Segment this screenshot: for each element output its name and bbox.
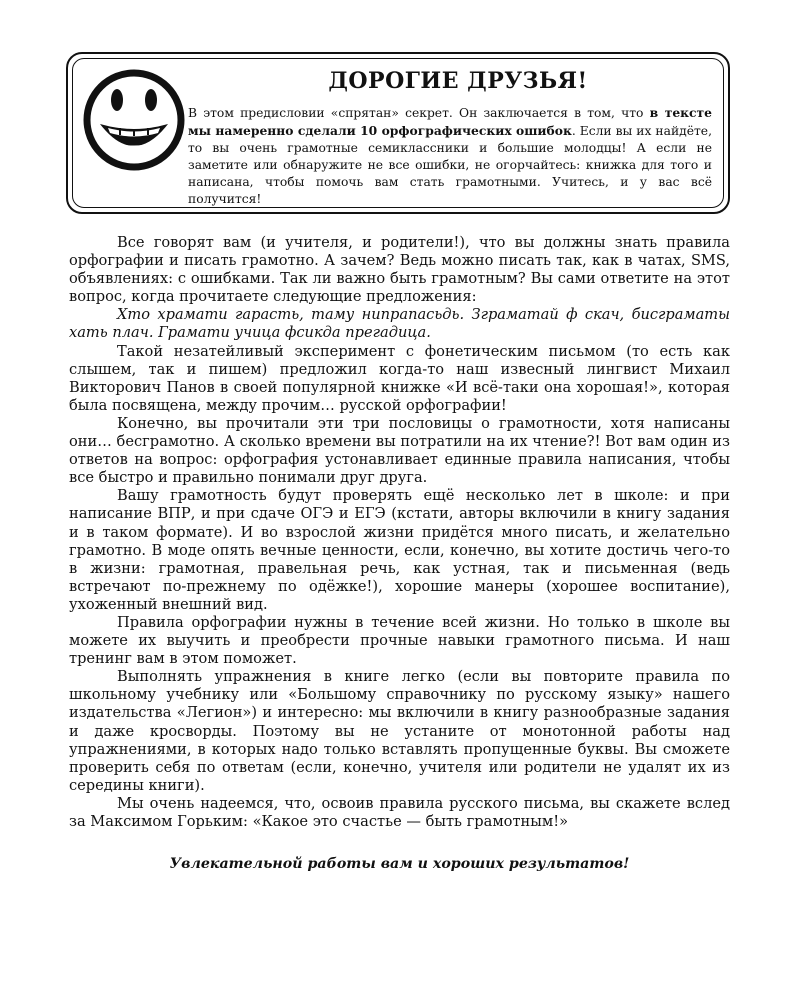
paragraph: Конечно, вы прочитали эти три пословицы о грамотности, хотя написаны они… бесграмотно. А сколько времени вы потратили на их чтение?! Вот вам один из ответов на вопрос: орфография устонавливает единные правила написания, чтобы все быстро и правильно понимали друг друга.	[69, 414, 730, 487]
closing-line: Увлекательной работы вам и хороших результатов!	[169, 856, 630, 872]
smiley-icon	[78, 64, 190, 176]
page-title: ДОРОГИЕ ДРУЗЬЯ!	[328, 68, 588, 94]
paragraph: Такой незатейливый эксперимент с фонетическим письмом (то есть как слышем, так и пишем) предложил когда-то наш извесный лингвист Михаил Викторович Панов в своей популярной книжке «И всё-таки она хорошая!», которая была посвящена, между прочим… русской орфографии!	[69, 342, 730, 414]
proverbs-quote: Хто храмати гарасть, таму нипрапасьдь. Зграматай ф скач, бисграматы хать плач. Грамати учица фсикда прегадица.	[69, 306, 730, 342]
intro-lead: В этом предисловии «спрятан» секрет. Он заключается в том, что	[188, 106, 650, 120]
paragraph: Вашу грамотность будут проверять ещё несколько лет в школе: и при написание ВПР, и при сдаче ОГЭ и ЕГЭ (кстати, авторы включили в книгу задания и в таком формате). И во взрослой жизни придётся много писать, и желательно грамотно. В моде опять вечные ценности, если, конечно, вы хотите достичь чего-то в жизни: грамотная, правельная речь, как устная, так и письменная (ведь встречают по-прежнему по одёжке!), хорошие манеры (хорошее воспитание), ухоженный внешний вид.	[69, 487, 730, 613]
intro-tail: . Если вы их найдёте, то вы очень грамотные семиклассники и большие молодцы! А если не заметите или обнаружите не все ошибки, не огорчайтесь: книжка для того и написана, чтобы помочь вам стать грамотными. Учитесь, и у вас всё получится!	[188, 124, 712, 206]
paragraph: Все говорят вам (и учителя, и родители!), что вы должны знать правила орфографии и писать грамотно. А зачем? Ведь можно писать так, как в чатах, SMS, объявлениях: с ошибками. Так ли важно быть грамотным? Вы сами ответите на этот вопрос, когда прочитаете следующие предложения:	[69, 234, 730, 306]
intro-bold: в тексте мы намеренно сделали 10 орфографических ошибок	[188, 105, 712, 138]
intro-text	[188, 104, 712, 208]
intro-box	[66, 52, 730, 214]
main-text	[69, 234, 730, 831]
paragraph: Выполнять упражнения в книге легко (если вы повторите правила по школьному учебнику или «Большому справочнику по русскому языку» нашего издательства «Легион») и интересно: мы включили в книгу разнообразные задания и даже кросворды. Поэтому вы не устаните от монотонной работы над упражнениями, в которых надо только вставлять пропущенные буквы. Вы сможете проверить себя по ответам (если, конечно, учителя или родители не удалят их из середины книги).	[69, 668, 730, 794]
paragraph: Мы очень надеемся, что, освоив правила русского письма, вы скажете вслед за Максимом Горьким: «Какое это счастье — быть грамотным!»	[69, 794, 730, 830]
paragraph: Правила орфографии нужны в течение всей жизни. Но только в школе вы можете их выучить и преобрести прочные навыки грамотного письма. И наш тренинг вам в этом поможет.	[69, 613, 730, 668]
